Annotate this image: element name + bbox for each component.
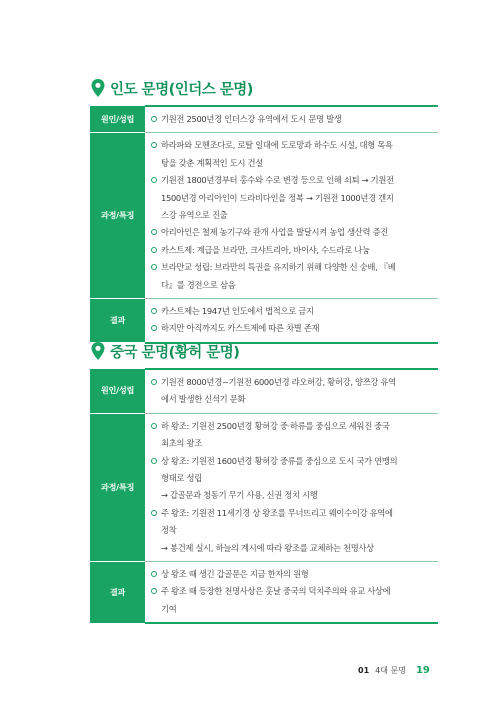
list-item: 브라만교 성립: 브라만의 특권을 유지하기 위해 다양한 신 숭배, 『베	[151, 259, 438, 276]
bullet-icon	[151, 264, 157, 270]
bullet-icon	[151, 142, 157, 148]
location-pin-icon	[90, 78, 106, 98]
row-label: 원인/성립	[90, 369, 145, 413]
list-item: 하 왕조: 기원전 2500년경 황허강 중·하류를 중심으로 세워진 중국	[151, 418, 438, 435]
china-section	[90, 340, 438, 624]
summary-table	[90, 105, 438, 344]
bullet-icon	[151, 229, 157, 235]
bullet-icon	[151, 423, 157, 429]
page-footer	[358, 665, 430, 676]
list-item-continued: 정착	[161, 525, 177, 536]
table-row	[90, 299, 438, 343]
list-item-continued: 에서 발생한 신석기 문화	[161, 394, 246, 405]
chapter-name: 4대 문명	[375, 666, 406, 675]
chapter-number: 01	[358, 666, 370, 675]
list-item: 아리아인은 철제 농기구와 관개 사업을 발달시켜 농업 생산력 증진	[151, 224, 438, 241]
list-item-continued: → 갑골문과 청동기 무기 사용, 신권 정치 시행	[161, 490, 318, 501]
section-title-text: 중국 문명(황허 문명)	[110, 344, 240, 361]
row-label: 과정/특징	[90, 133, 145, 299]
list-item: 카스트제: 계급을 브라만, 크샤트리아, 바이샤, 수드라로 나눔	[151, 242, 438, 259]
list-item-continued: 탕을 갖춘 계획적인 도시 건설	[161, 157, 263, 168]
table-row	[90, 562, 438, 624]
bullet-icon	[151, 588, 157, 594]
list-item-continued: 형태로 성립	[161, 473, 202, 484]
bullet-icon	[151, 571, 157, 577]
table-row	[90, 369, 438, 413]
bullet-icon	[151, 510, 157, 516]
list-item: 상 왕조 때 생긴 갑골문은 지금 한자의 원형	[151, 566, 438, 583]
bullet-icon	[151, 116, 157, 122]
location-pin-icon	[90, 341, 106, 361]
bullet-icon	[151, 379, 157, 385]
list-item-continued: 다』를 경전으로 삼음	[161, 279, 236, 290]
section-title	[90, 340, 438, 362]
list-item-continued: 최초의 왕조	[161, 438, 202, 449]
row-label: 과정/특징	[90, 413, 145, 561]
india-section	[90, 77, 438, 344]
list-item: 주 왕조 때 등장한 천명사상은 훗날 중국의 덕치주의와 유교 사상에	[151, 583, 438, 600]
bullet-icon	[151, 247, 157, 253]
list-item-continued: → 봉건제 실시, 하늘의 계시에 따라 왕조를 교체하는 천명사상	[161, 542, 374, 553]
row-label: 결과	[90, 562, 145, 624]
list-item: 기원전 2500년경 인더스강 유역에서 도시 문명 발생	[151, 111, 438, 128]
list-item: 카스트제는 1947년 인도에서 법적으로 금지	[151, 303, 438, 320]
summary-table	[90, 368, 438, 624]
list-item-continued: 스강 유역으로 진출	[161, 210, 228, 221]
section-title-text: 인도 문명(인더스 문명)	[110, 81, 253, 98]
section-title	[90, 77, 438, 99]
list-item-continued: 1500년경 아리아인이 드라비다인을 정복 → 기원전 1000년경 갠지	[161, 192, 394, 203]
list-item: 하지만 아직까지도 카스트제에 따른 차별 존재	[151, 320, 438, 337]
bullet-icon	[151, 177, 157, 183]
bullet-icon	[151, 308, 157, 314]
list-item: 주 왕조: 기원전 11세기경 상 왕조를 무너뜨리고 웨이수이강 유역에	[151, 505, 438, 522]
table-row	[90, 133, 438, 299]
page-number: 19	[415, 665, 430, 676]
table-row	[90, 413, 438, 561]
bullet-icon	[151, 325, 157, 331]
bullet-icon	[151, 458, 157, 464]
list-item: 기원전 1800년경부터 홍수와 수로 변경 등으로 인해 쇠퇴 → 기원전	[151, 172, 438, 189]
list-item: 상 왕조: 기원전 1600년경 황허강 중류를 중심으로 도시 국가 연맹의	[151, 453, 438, 470]
table-row	[90, 106, 438, 133]
list-item-continued: 기여	[161, 603, 177, 614]
row-label: 원인/성립	[90, 106, 145, 133]
row-label: 결과	[90, 299, 145, 343]
list-item: 기원전 8000년경~기원전 6000년경 랴오허강, 황허강, 양쯔강 유역	[151, 374, 438, 391]
list-item: 하라파와 모헨조다로, 로탈 일대에 도로망과 하수도 시설, 대형 목욕	[151, 137, 438, 154]
